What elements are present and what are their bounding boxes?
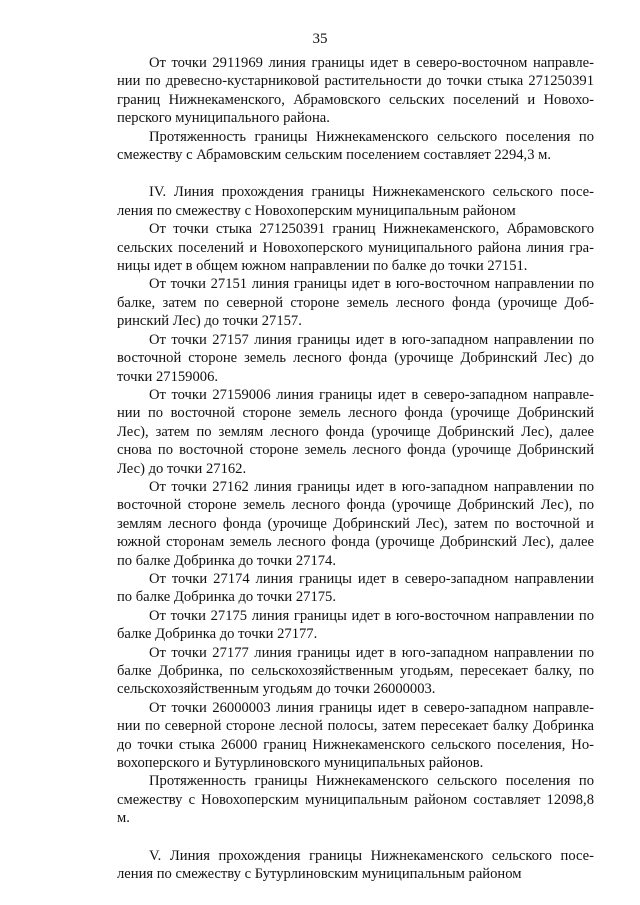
section-v-heading: V. Линия прохождения границы Нижнекаменского сельского поселения по смежеству с Бутурлиновским муниципальным районом (117, 847, 594, 883)
document-body (117, 54, 594, 883)
paragraph: От точки 27175 линия границы идет в юго-восточном направлении по балке Добринка до точки 27177. (117, 607, 594, 643)
section-iv-heading: IV. Линия прохождения границы Нижнекаменского сельского поселения по смежеству с Новохоперским муниципальным районом (117, 184, 594, 219)
section-gap (117, 164, 594, 183)
paragraph: От точки 27177 линия границы идет в юго-западном направлении по балке Добринка, по сельскохозяйственным угодьям, пересекает балку, по сельскохозяйственным угодьям до точки 26000003. (117, 644, 594, 698)
paragraph: От точки 27159006 линия границы идет в северо-западном направлении по восточной стороне земель лесного фонда (урочище Добринский Лес), затем по землям лесного фонда (урочище Добринский Лес), далее снова по восточной стороне земель лесного фонда (урочище Добринский Лес) до точки 27162. (117, 386, 594, 477)
paragraph: Протяженность границы Нижнекаменского сельского поселения по смежеству с Абрамовским сельским поселением составляет 2294,3 м. (117, 128, 594, 164)
paragraph: От точки 27174 линия границы идет в северо-западном направлении по балке Добринка до точки 27175. (117, 570, 594, 606)
paragraph: От точки стыка 271250391 границ Нижнекаменского, Абрамовского сельских поселений и Новохоперского муниципального района линия границы идет в общем южном направлении по балке до точки 27151. (117, 221, 594, 275)
section-gap (117, 828, 594, 847)
page-number: 35 (312, 31, 328, 47)
paragraph: Протяженность границы Нижнекаменского сельского поселения по смежеству с Новохоперским муниципальным районом составляет 12098,8 м. (117, 773, 594, 827)
paragraph: От точки 2911969 линия границы идет в северо-восточном направлении по древесно-кустарниковой растительности до точки стыка 271250391 границ Нижнекаменского, Абрамовского сельских поселений и Новохоперского муниципального района. (117, 55, 594, 127)
paragraph: От точки 26000003 линия границы идет в северо-западном направлении по северной стороне лесной полосы, затем пересекает балку Добринка до точки стыка 26000 границ Нижнекаменского сельского поселения, Новохоперского и Бутурлиновского муниципальных районов. (117, 699, 594, 772)
paragraph: От точки 27151 линия границы идет в юго-восточном направлении по балке, затем по северной стороне земель лесного фонда (урочище Добринский Лес) до точки 27157. (117, 276, 594, 330)
paragraph: От точки 27162 линия границы идет в юго-западном направлении по восточной стороне земель лесного фонда (урочище Добринский Лес), по землям лесного фонда (урочище Добринский Лес), затем по восточной и южной сторонам земель лесного фонда (урочище Добринский Лес), далее по балке Добринка до точки 27174. (117, 478, 594, 569)
paragraph: От точки 27157 линия границы идет в юго-западном направлении по восточной стороне земель лесного фонда (урочище Добринский Лес) до точки 27159006. (117, 331, 594, 385)
